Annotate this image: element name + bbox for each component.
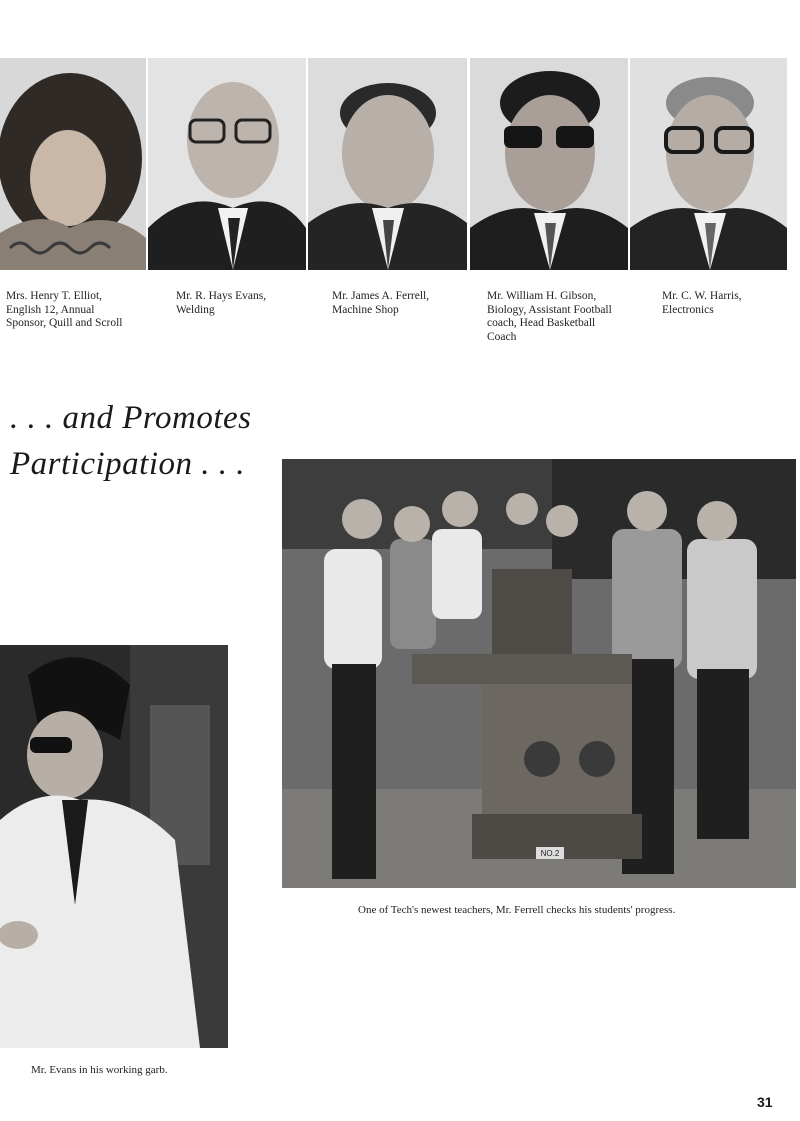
welder-photo — [0, 645, 228, 1048]
caption-elliot — [6, 290, 122, 331]
caption-line: English 12, Annual — [6, 303, 95, 316]
caption-line: Machine Shop — [332, 303, 399, 316]
machine-shop-image — [282, 459, 796, 888]
woman-portrait-image — [0, 58, 146, 270]
caption-name: Mrs. Henry T. Elliot, — [6, 290, 103, 302]
welder-photo-caption: Mr. Evans in his working garb. — [31, 1064, 168, 1076]
machine-shop-photo — [282, 459, 796, 888]
caption-ferrell — [332, 290, 429, 317]
portrait-gibson — [470, 58, 628, 270]
portrait-harris — [630, 58, 787, 270]
man-portrait-image — [148, 58, 306, 270]
caption-line: Electronics — [662, 303, 714, 316]
caption-line: coach, Head Basketball — [487, 317, 596, 329]
caption-line: Coach — [487, 330, 517, 343]
man-portrait-image — [630, 58, 787, 270]
portrait-ferrell — [308, 58, 467, 270]
shop-photo-caption: One of Tech's newest teachers, Mr. Ferrell checks his students' progress. — [358, 904, 676, 916]
portrait-elliot — [0, 58, 146, 270]
caption-line: Sponsor, Quill and Scroll — [6, 317, 123, 329]
man-portrait-image — [308, 58, 467, 270]
caption-name: Mr. C. W. Harris, — [662, 290, 742, 302]
headline-line-1: . . . and Promotes — [10, 400, 252, 436]
caption-harris — [662, 290, 742, 317]
page-number: 31 — [757, 1094, 773, 1110]
caption-evans — [176, 290, 266, 317]
portrait-evans — [148, 58, 306, 270]
caption-line: Welding — [176, 303, 215, 316]
caption-line: Biology, Assistant Football — [487, 303, 612, 316]
caption-name: Mr. William H. Gibson, — [487, 290, 597, 302]
headline-line-2: Participation . . . — [10, 446, 245, 482]
man-portrait-image — [470, 58, 628, 270]
welder-image — [0, 645, 228, 1048]
machine-plate-label: NO.2 — [540, 849, 560, 858]
caption-name: Mr. James A. Ferrell, — [332, 290, 430, 302]
caption-name: Mr. R. Hays Evans, — [176, 290, 267, 302]
caption-gibson — [487, 290, 612, 344]
